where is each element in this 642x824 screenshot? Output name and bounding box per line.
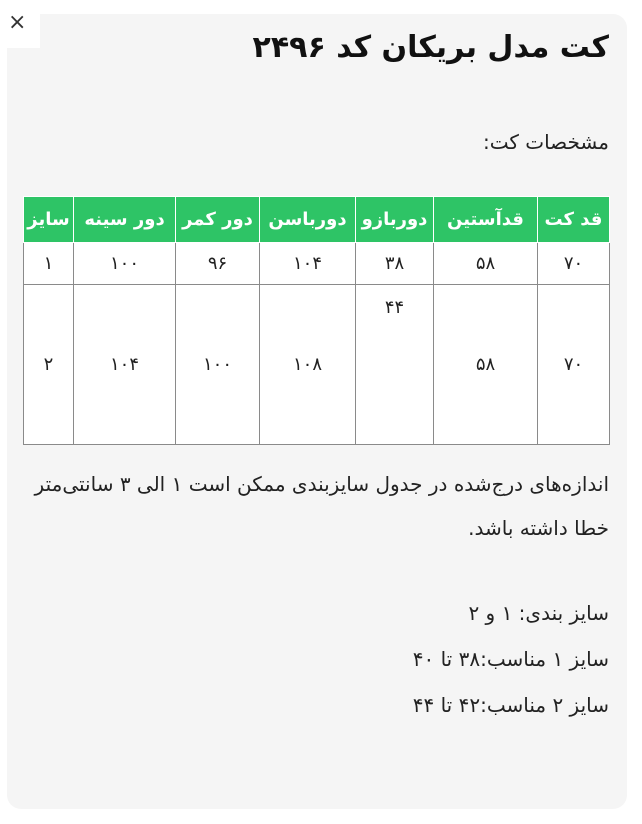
table-cell: ۱۰۴: [74, 285, 176, 445]
close-icon[interactable]: ×: [0, 0, 40, 48]
table-cell: ۱: [24, 243, 74, 285]
product-description-card: [7, 14, 627, 809]
size-1-fit: سایز ۱ مناسب:۳۸ تا ۴۰: [412, 647, 609, 671]
table-cell: ۱۰۴: [260, 243, 356, 285]
specs-heading: مشخصات کت:: [483, 130, 609, 154]
table-cell: ۱۰۸: [260, 285, 356, 445]
header-hip-circumference: دورباسن: [260, 197, 356, 243]
table-cell: ۷۰: [538, 285, 610, 445]
table-cell: ۵۸: [434, 243, 538, 285]
sizing-info: [413, 590, 609, 728]
header-size: سایز: [24, 197, 74, 243]
table-cell: ۹۶: [176, 243, 260, 285]
table-cell: ۴۴: [356, 285, 434, 445]
size-2-fit: سایز ۲ مناسب:۴۲ تا ۴۴: [412, 693, 609, 717]
table-cell: ۵۸: [434, 285, 538, 445]
table-cell: ۱۰۰: [176, 285, 260, 445]
table-cell: ۳۸: [356, 243, 434, 285]
sizing-disclaimer: اندازه‌های درج‌شده در جدول سایزبندی ممکن است ۱ الی ۳ سانتی‌متر خطا داشته باشد.: [34, 472, 609, 540]
header-waist-circumference: دور کمر: [176, 197, 260, 243]
table-row: [24, 243, 610, 285]
header-arm-circumference: دوربازو: [356, 197, 434, 243]
table-cell: ۷۰: [538, 243, 610, 285]
size-table: [23, 196, 610, 445]
product-title: کت مدل بریکان کد ۲۴۹۶: [252, 30, 609, 65]
header-jacket-length: قد کت: [538, 197, 610, 243]
table-row: [24, 285, 610, 445]
header-sleeve-length: قدآستین: [434, 197, 538, 243]
sizing-available: سایز بندی: ۱ و ۲: [468, 601, 609, 625]
table-cell: ۲: [24, 285, 74, 445]
header-chest-circumference: دور سینه: [74, 197, 176, 243]
table-header-row: [24, 197, 610, 243]
table-cell: ۱۰۰: [74, 243, 176, 285]
